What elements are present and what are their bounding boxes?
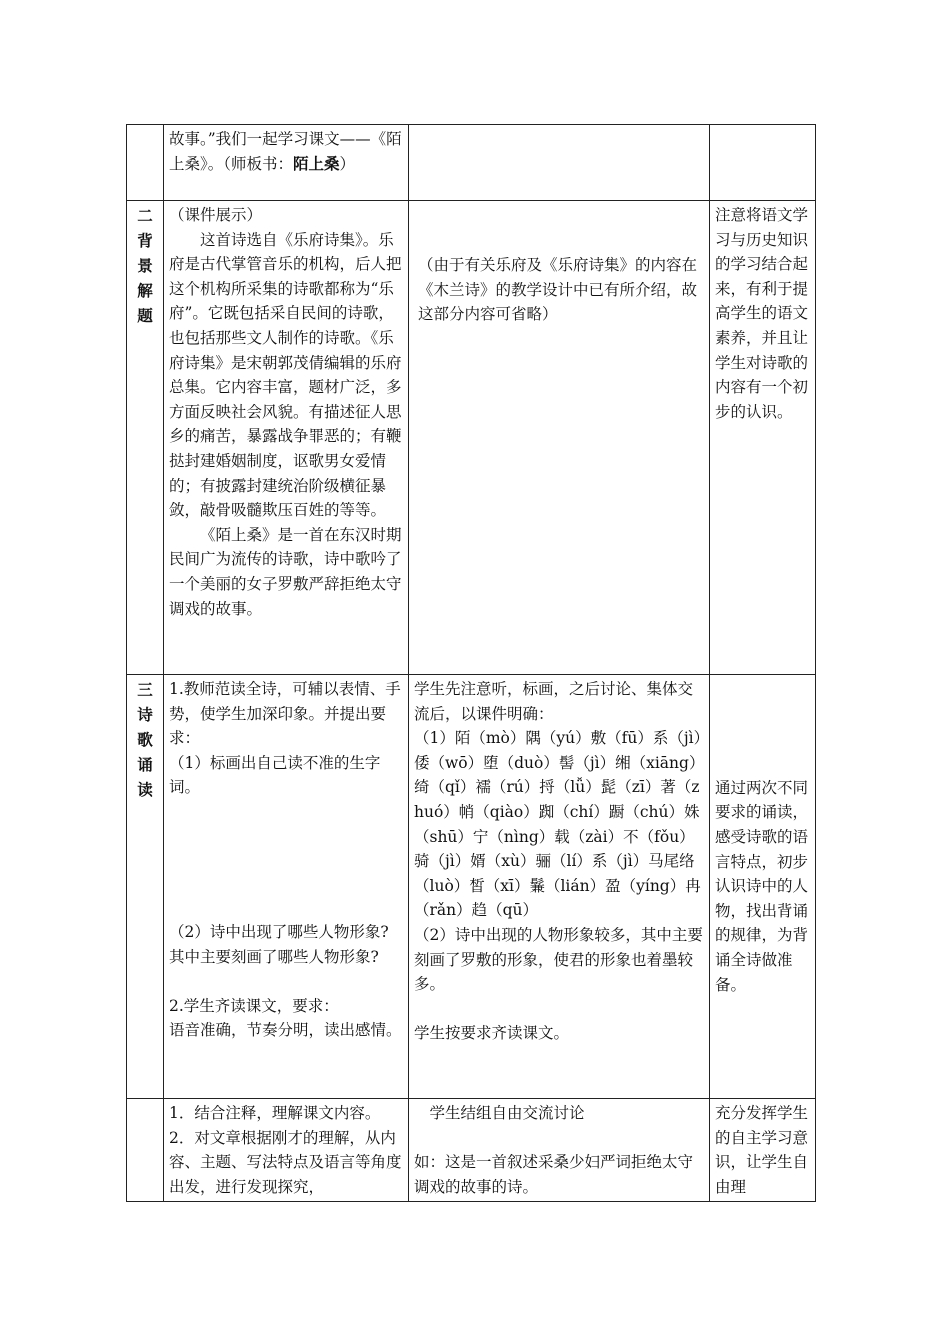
section-label-background: 二 背 景 解 题: [127, 201, 164, 675]
design-intent-cell: [710, 125, 816, 201]
student-activity-cell: 学生先注意听，标画，之后讨论、集体交流后，以课件明确： （1）陌（mò）隅（yú）敷（fū）系（jì）倭（wō）堕（duò）髻（jì）缃（xiāng）绮（qǐ）襦（rú）捋（lǚ）髭（zī）著（zhuó）帩（qiào）踟（chí）蹰（chú）姝（shū）宁（nìng）载（zài）不（fǒu）骑（jì）婿（xù）骊（lí）系（jì）马尾络（luò）皙（xī）鬑（lián）盈（yíng）冉（rǎn）趋（qū） （2）诗中出现的人物形象较多，其中主要刻画了罗敷的形象，使君的形象也着墨较多。 学生按要求齐读课文。: [409, 675, 710, 1099]
design-intent-cell: 充分发挥学生的自主学习意识，让学生自由理: [710, 1099, 816, 1202]
board-title: 陌上桑: [293, 153, 340, 173]
section-cell: [127, 125, 164, 201]
table-row: [127, 675, 816, 1099]
teacher-activity-cell: 1．结合注释，理解课文内容。 2．对文章根据刚才的理解，从内容、主题、写法特点及语言等角度出发，进行发现探究，: [164, 1099, 409, 1202]
student-activity-cell: [409, 125, 710, 201]
student-activity-cell: （由于有关乐府及《乐府诗集》的内容在《木兰诗》的教学设计中已有所介绍，故这部分内容可省略）: [409, 201, 710, 675]
table-row: [127, 125, 816, 201]
table-row: [127, 1099, 816, 1202]
section-cell: [127, 1099, 164, 1202]
teacher-activity-cell: 故事。”我们一起学习课文——《陌上桑》。（师板书：陌上桑）: [164, 125, 409, 201]
lesson-plan-table: [126, 124, 816, 1202]
teacher-activity-cell: （课件展示） 这首诗选自《乐府诗集》。乐府是古代掌管音乐的机构，后人把这个机构所采集的诗歌都称为“乐府”。它既包括采自民间的诗歌，也包括那些文人制作的诗歌。《乐府诗集》是宋朝郭茂倩编辑的乐府总集。它内容丰富，题材广泛，多方面反映社会风貌。有描述征人思乡的痛苦，暴露战争罪恶的；有鞭挞封建婚姻制度，讴歌男女爱情的；有披露封建统治阶级横征暴敛，敲骨吸髓欺压百姓的等等。 《陌上桑》是一首在东汉时期民间广为流传的诗歌，诗中歌吟了一个美丽的女子罗敷严辞拒绝太守调戏的故事。: [164, 201, 409, 675]
section-label-reading: 三 诗 歌 诵 读: [127, 675, 164, 1099]
pinyin-list: （1）陌（mò）隅（yú）敷（fū）系（jì）倭（wō）堕（duò）髻（jì）缃（xiāng）绮（qǐ）襦（rú）捋（lǚ）髭（zī）著（zhuó）帩（qiào）踟（chí）蹰（chú）姝（shū）宁（nìng）载（zài）不（fǒu）骑（jì）婿（xù）骊（lí）系（jì）马尾络（luò）皙（xī）鬑（lián）盈（yíng）冉（rǎn）趋（qū）: [414, 729, 702, 920]
teacher-activity-cell: 1.教师范读全诗，可辅以表情、手势，使学生加深印象。并提出要求： （1）标画出自己读不准的生字词。 （2）诗中出现了哪些人物形象?其中主要刻画了哪些人物形象? 2.学生齐读课文，要求： 语音准确，节奏分明，读出感情。: [164, 675, 409, 1099]
design-intent-cell: 注意将语文学习与历史知识的学习结合起来，有利于提高学生的语文素养，并且让学生对诗歌的内容有一个初步的认识。: [710, 201, 816, 675]
design-intent-cell: 通过两次不同要求的诵读，感受诗歌的语言特点，初步认识诗中的人物，找出背诵的规律，为背诵全诗做准备。: [710, 675, 816, 1099]
student-activity-cell: 学生结组自由交流讨论 如：这是一首叙述采桑少妇严词拒绝太守调戏的故事的诗。: [409, 1099, 710, 1202]
table-row: [127, 201, 816, 675]
